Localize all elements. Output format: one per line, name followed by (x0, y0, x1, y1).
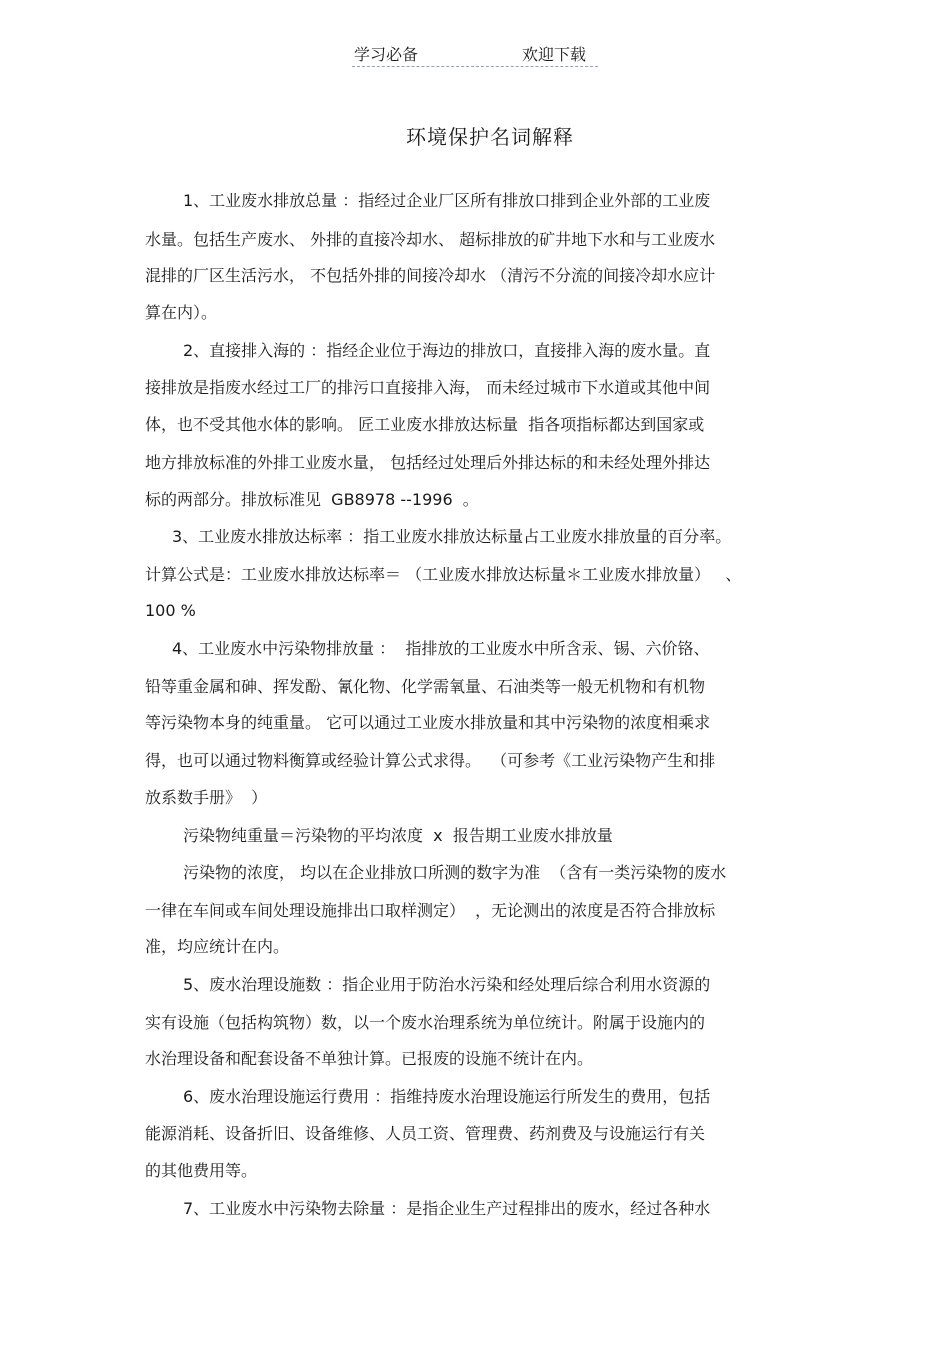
paragraph-line: 标的两部分。排放标准见 GB8978 --1996 。 (145, 490, 479, 509)
header-left-text: 学习必备 (354, 45, 419, 64)
paragraph-line: 算在内）。 (145, 303, 218, 322)
paragraph-line: 接排放是指废水经过工厂的排污口直接排入海， 而未经过城市下水道或其他中间 (145, 378, 711, 397)
paragraph-line: 2、直接排入海的 ：指经企业位于海边的排放口，直接排入海的废水量。直 (183, 341, 711, 360)
paragraph-line: 放系数手册》 ） (145, 788, 268, 807)
paragraph-line: 得，也可以通过物料衡算或经验计算公式求得。 （可参考《工业污染物产生和排 (145, 751, 716, 770)
paragraph-line: 准，均应统计在内。 (145, 937, 290, 956)
paragraph-line: 水治理设备和配套设备不单独计算。已报废的设施不统计在内。 (145, 1049, 594, 1068)
paragraph-line: 等污染物本身的纯重量。 它可以通过工业废水排放量和其中污染物的浓度相乘求 (145, 713, 711, 732)
paragraph-line: 污染物的浓度， 均以在企业排放口所测的数字为准 （含有一类污染物的废水 (183, 863, 727, 882)
formula-line: 污染物纯重量＝污染物的平均浓度 x 报告期工业废水排放量 (183, 826, 613, 845)
paragraph-line: 4、工业废水中污染物排放量 ： 指排放的工业废水中所含汞、锡、六价铬、 (172, 639, 710, 658)
paragraph-line: 混排的厂区生活污水， 不包括外排的间接冷却水 （清污不分流的间接冷却水应计 (145, 266, 716, 285)
paragraph-line: 体，也不受其他水体的影响。 匠工业废水排放达标量 指各项指标都达到国家或 (145, 415, 705, 434)
page-header (352, 40, 598, 67)
paragraph-line: 3、工业废水排放达标率 ：指工业废水排放达标量占工业废水排放量的百分率。 (172, 527, 732, 546)
paragraph-line: 6、废水治理设施运行费用 ：指维持废水治理设施运行所发生的费用，包括 (183, 1087, 711, 1106)
paragraph-line: 地方排放标准的外排工业废水量， 包括经过处理后外排达标的和未经处理外排达 (145, 453, 711, 472)
document-title: 环境保护名词解释 (406, 125, 574, 149)
paragraph-line: 5、废水治理设施数 ：指企业用于防治水污染和经处理后综合利用水资源的 (183, 975, 711, 994)
paragraph-line: 水量。包括生产废水、 外排的直接冷却水、 超标排放的矿井地下水和与工业废水 (145, 230, 716, 249)
paragraph-line: 计算公式是：工业废水排放达标率＝ （工业废水排放达标量＊工业废水排放量） 、 (145, 565, 742, 584)
paragraph-line: 能源消耗、设备折旧、设备维修、人员工资、管理费、药剂费及与设施运行有关 (145, 1124, 706, 1143)
header-right-text: 欢迎下载 (522, 45, 587, 64)
paragraph-line: 实有设施（包括构筑物）数，以一个废水治理系统为单位统计。附属于设施内的 (145, 1013, 706, 1032)
paragraph-line: 100 % (145, 601, 196, 620)
paragraph-line: 7、工业废水中污染物去除量 ：是指企业生产过程排出的废水，经过各种水 (183, 1199, 711, 1218)
paragraph-line: 铅等重金属和砷、挥发酚、氰化物、化学需氧量、石油类等一般无机物和有机物 (145, 677, 706, 696)
paragraph-line: 1、工业废水排放总量 ：指经过企业厂区所有排放口排到企业外部的工业废 (183, 191, 711, 210)
paragraph-line: 一律在车间或车间处理设施排出口取样测定） ，无论测出的浓度是否符合排放标 (145, 901, 716, 920)
paragraph-line: 的其他费用等。 (145, 1161, 258, 1180)
